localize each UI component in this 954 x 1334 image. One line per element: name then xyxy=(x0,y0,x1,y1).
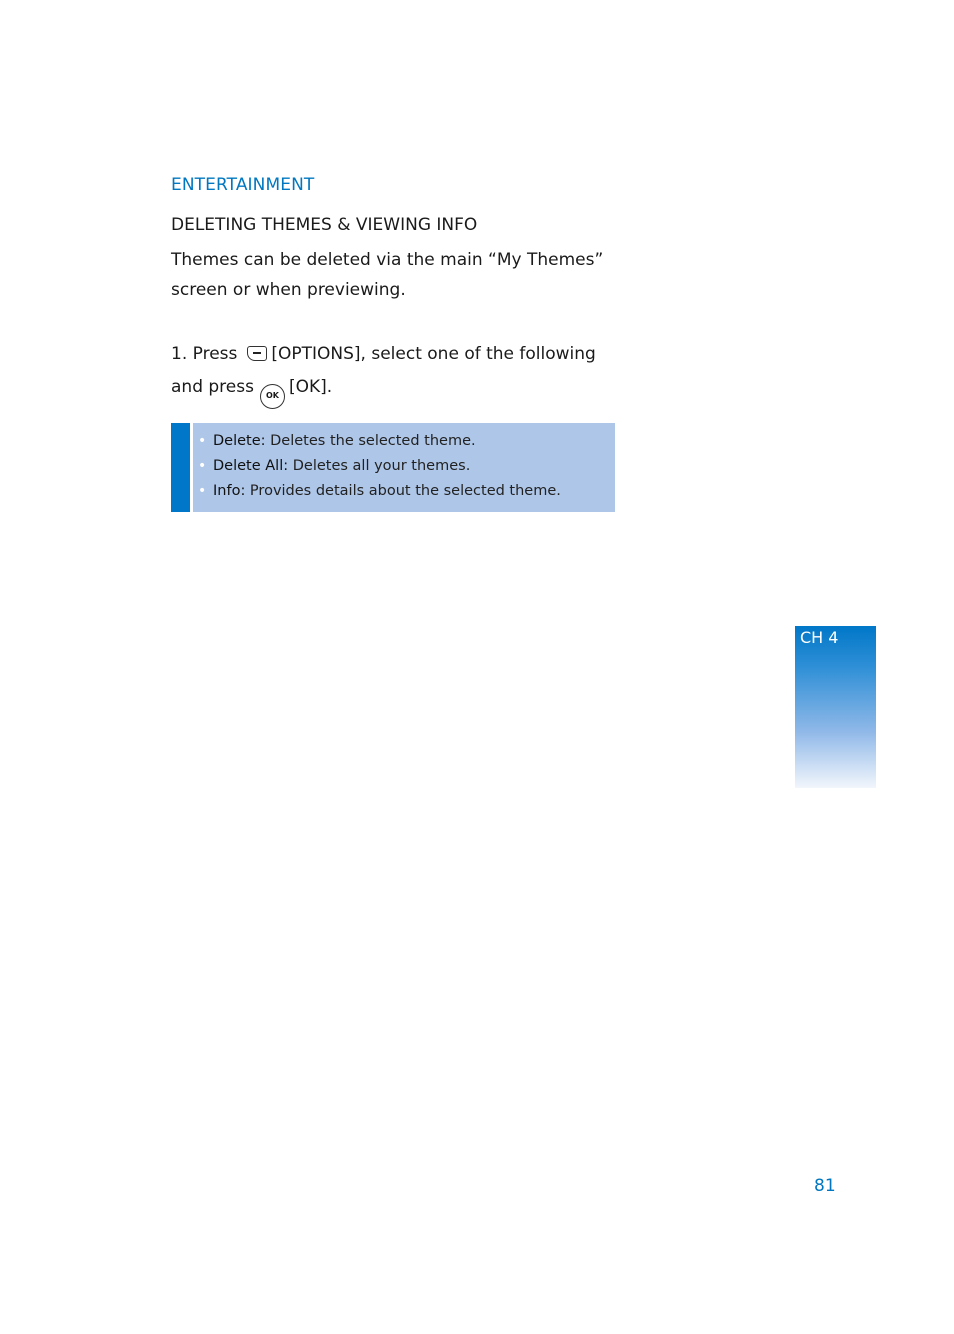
chapter-tab-label: CH 4 xyxy=(800,628,839,647)
step-prefix: 1. Press xyxy=(171,344,238,364)
step-suffix: [OK]. xyxy=(288,377,333,397)
page-heading: DELETING THEMES & VIEWING INFO xyxy=(171,215,478,235)
bullet-icon: • xyxy=(198,483,207,499)
page-number: 81 xyxy=(814,1176,836,1196)
note-box xyxy=(171,423,615,512)
option-description: Deletes all your themes. xyxy=(288,458,471,474)
chapter-tab xyxy=(795,626,876,788)
option-description: Deletes the selected theme. xyxy=(265,433,476,449)
note-accent-bar xyxy=(171,423,190,512)
list-item xyxy=(193,454,615,479)
bullet-icon: • xyxy=(198,458,207,474)
list-item xyxy=(193,479,615,504)
step-middle: [OPTIONS], select one of the following and press xyxy=(171,344,596,397)
note-content xyxy=(193,423,615,512)
option-description: Provides details about the selected theme. xyxy=(245,483,561,499)
bullet-icon: • xyxy=(198,433,207,449)
option-list xyxy=(193,423,615,504)
section-label: ENTERTAINMENT xyxy=(171,175,315,195)
option-term: Info: xyxy=(213,483,246,499)
option-term: Delete: xyxy=(213,433,266,449)
step-instruction xyxy=(171,338,631,409)
ok-key-icon: OK xyxy=(260,384,285,409)
option-term: Delete All: xyxy=(213,458,289,474)
list-item xyxy=(193,429,615,454)
intro-paragraph: Themes can be deleted via the main “My Themes” screen or when previewing. xyxy=(171,250,604,300)
left-softkey-icon xyxy=(247,346,267,361)
